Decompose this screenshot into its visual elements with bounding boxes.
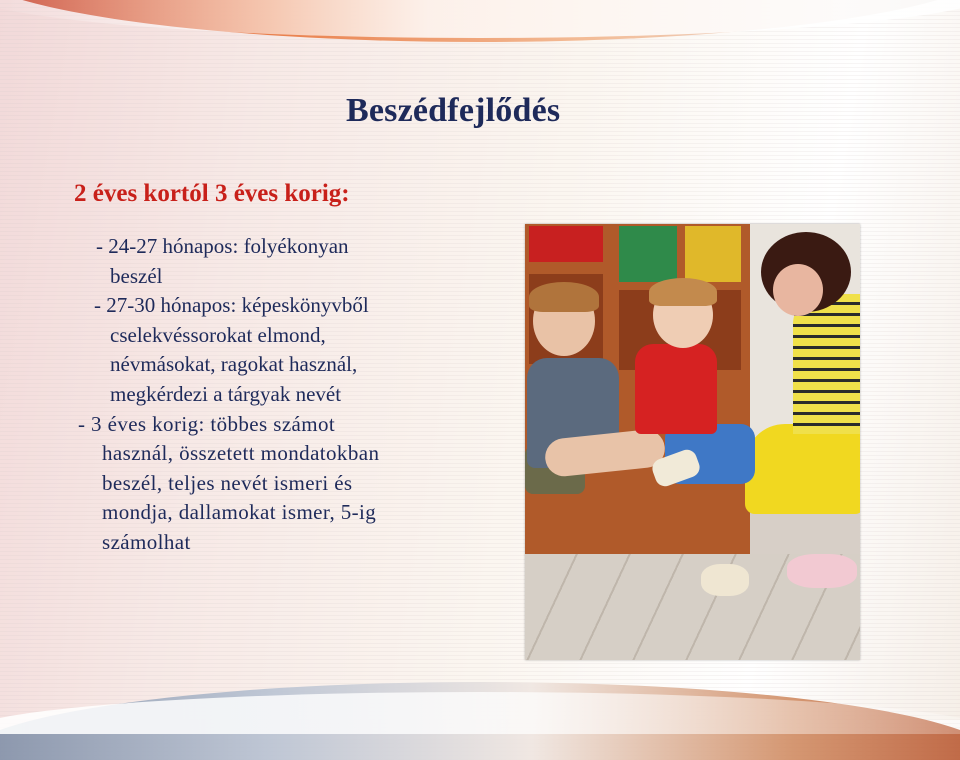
list-item-line: névmásokat, ragokat használ, [110,352,358,377]
photo-cubby [529,226,603,262]
top-swoosh-highlight [0,0,960,38]
list-item [78,291,498,409]
list-item-first-line: - 27-30 hónapos: képeskönyvből [94,293,369,318]
list-item-first-line: - 3 éves korig: többes számot [78,411,336,436]
bottom-swoosh-highlight [0,692,960,734]
list-item-line: cselekvéssorokat elmond, [110,322,326,347]
slide-title: Beszédfejlődés [346,92,561,129]
list-item-line: használ, összetett mondatokban [102,441,380,466]
list-item [70,410,498,558]
photo-kid-hair [529,282,599,312]
photo-cubby [685,226,741,282]
photo-kid-hair [649,278,717,306]
list-item [78,232,498,291]
photo-shoe [787,554,857,588]
photo-woman-face [773,264,823,316]
slide-subtitle: 2 éves kortól 3 éves korig: [74,180,350,207]
photo-woman-legs [745,424,860,514]
list-item-line: megkérdezi a tárgyak nevét [110,381,342,406]
photo-kid-body [635,344,717,434]
list-item-line: beszél, teljes nevét ismeri és [102,470,353,495]
list-item-first-line: - 24-27 hónapos: folyékonyan [96,234,349,258]
children-cloakroom-photo [525,224,860,660]
list-item-line: beszél [110,263,163,288]
list-item-line: mondja, dallamokat ismer, 5-ig [102,500,377,525]
photo-shoe [701,564,749,596]
photo-cubby [619,226,677,282]
list-item-line: számolhat [102,529,191,554]
slide-body [78,232,498,558]
